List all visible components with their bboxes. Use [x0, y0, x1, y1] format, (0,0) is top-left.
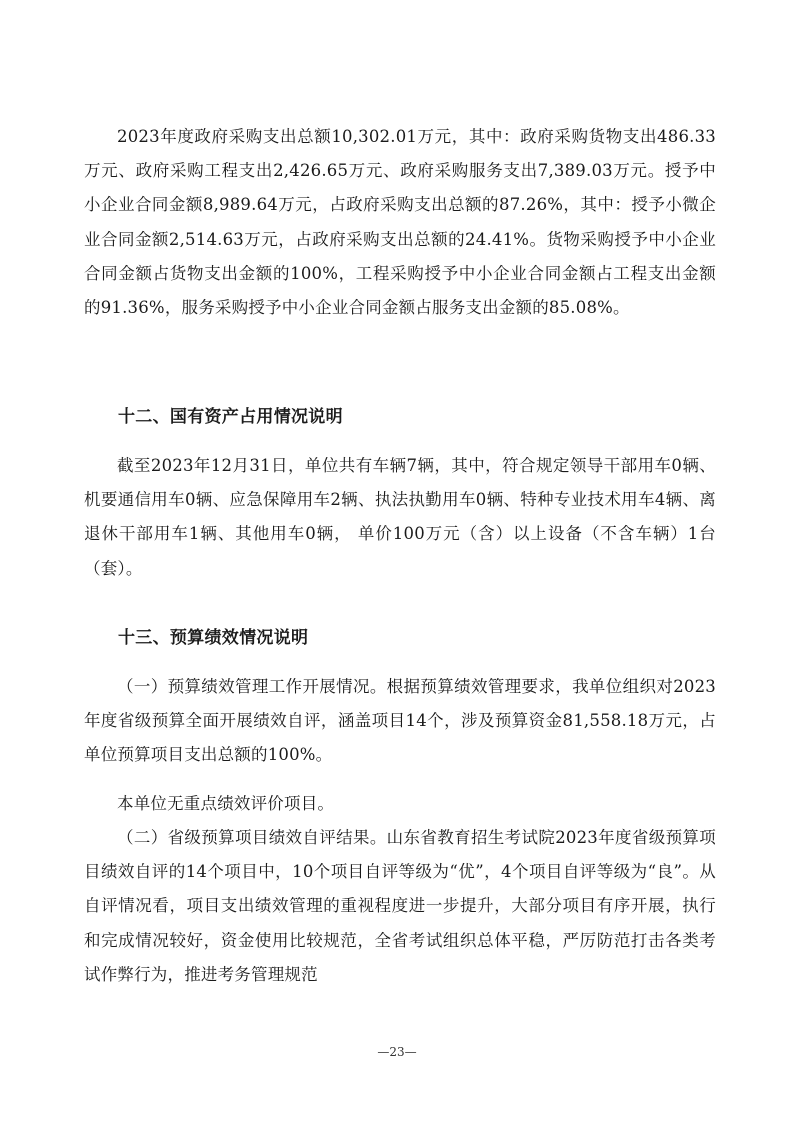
- paragraph-no-key-evaluation: 本单位无重点绩效评价项目。: [117, 794, 335, 813]
- section-heading-12: 十二、国有资产占用情况说明: [118, 407, 343, 427]
- paragraph-performance-management: （一）预算绩效管理工作开展情况。根据预算绩效管理要求，我单位组织对2023年度省级预算全面开展绩效自评，涵盖项目14个，涉及预算资金81,558.18万元，占单位预算项目支出总额的100%。: [84, 677, 716, 765]
- section-heading-13: 十三、预算绩效情况说明: [118, 628, 309, 648]
- page-number: —23—: [377, 1045, 417, 1059]
- paragraph-procurement: 2023年度政府采购支出总额10,302.01万元，其中：政府采购货物支出486.33万元、政府采购工程支出2,426.65万元、政府采购服务支出7,389.03万元。授予中小企业合同金额8,989.64万元，占政府采购支出总额的87.26%，其中：授予小微企业合同金额2,514.63万元，占政府采购支出总额的24.41%。货物采购授予中小企业合同金额占货物支出金额的100%，工程采购授予中小企业合同金额占工程支出金额的91.36%，服务采购授予中小企业合同金额占服务支出金额的85.08%。: [84, 127, 716, 318]
- paragraph-assets: 截至2023年12月31日，单位共有车辆7辆，其中，符合规定领导干部用车0辆、机要通信用车0辆、应急保障用车2辆、执法执勤用车0辆、特种专业技术用车4辆、离退休干部用车1辆、其他用车0辆， 单价100万元（含）以上设备（不含车辆）1台（套）。: [84, 456, 716, 578]
- paragraph-self-evaluation-results: （二）省级预算项目绩效自评结果。山东省教育招生考试院2023年度省级预算项目绩效自评的14个项目中，10个项目自评等级为“优”，4个项目自评等级为“良”。从自评情况看，项目支出绩效管理的重视程度进一步提升，大部分项目有序开展，执行和完成情况较好，资金使用比较规范，全省考试组织总体平稳，严厉防范打击各类考试作弊行为，推进考务管理规范: [84, 828, 716, 984]
